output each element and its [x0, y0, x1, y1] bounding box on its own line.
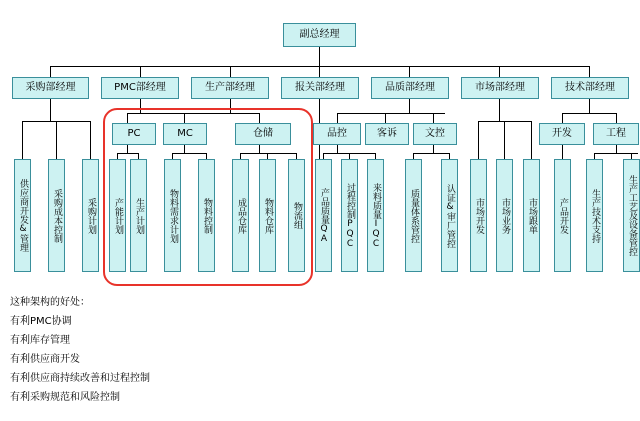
node-production-manager[interactable]: 生产部经理: [191, 77, 269, 99]
node-quality-control[interactable]: 品控: [313, 123, 361, 145]
note-item: 有利PMC协调: [10, 316, 72, 327]
node-customs-manager[interactable]: 报关部经理: [281, 77, 359, 99]
node-process-control-pqc[interactable]: 过程控制PQC: [341, 159, 358, 272]
connector: [531, 121, 532, 159]
connector: [504, 121, 505, 159]
node-technical-manager[interactable]: 技术部经理: [551, 77, 629, 99]
node-quality-manager[interactable]: 品质部经理: [371, 77, 449, 99]
connector: [140, 66, 141, 77]
node-process-equipment-control[interactable]: 生产工艺及设备管控: [623, 159, 640, 272]
node-purchasing-manager[interactable]: 采购部经理: [12, 77, 89, 99]
connector: [478, 121, 479, 159]
node-material-requirement-plan[interactable]: 物料需求计划: [164, 159, 181, 272]
node-logistics-group[interactable]: 物流组: [288, 159, 305, 272]
node-marketing-manager[interactable]: 市场部经理: [461, 77, 539, 99]
connector: [433, 145, 434, 153]
connector: [409, 99, 410, 113]
connector: [50, 66, 590, 67]
node-customer-complaint[interactable]: 客诉: [365, 123, 409, 145]
node-production-plan[interactable]: 生产计划: [130, 159, 147, 272]
node-development[interactable]: 开发: [539, 123, 585, 145]
node-material-control[interactable]: 物料控制: [198, 159, 215, 272]
pmc-highlight-box: [103, 108, 313, 286]
node-production-technical-support[interactable]: 生产技术支持: [586, 159, 603, 272]
connector: [562, 113, 616, 114]
node-quality-system-control[interactable]: 质量体系管控: [405, 159, 422, 272]
node-incoming-quality-iqc[interactable]: 来料质量IQC: [367, 159, 384, 272]
connector: [230, 66, 231, 77]
connector: [499, 66, 500, 77]
connector: [413, 153, 449, 154]
node-mc[interactable]: MC: [163, 123, 207, 145]
node-material-warehouse[interactable]: 物料仓库: [259, 159, 276, 272]
connector: [90, 121, 91, 159]
connector: [433, 113, 434, 123]
node-pc[interactable]: PC: [112, 123, 156, 145]
node-market-business[interactable]: 市场业务: [496, 159, 513, 272]
node-supplier-development-management[interactable]: 供应商开发&管理: [14, 159, 31, 272]
connector: [385, 113, 386, 123]
connector: [337, 113, 445, 114]
connector: [589, 66, 590, 77]
note-item: 有利库存管理: [10, 335, 70, 346]
node-certification-audit-control[interactable]: 认证&审厂管控: [441, 159, 458, 272]
note-item: 有利采购规范和风险控制: [10, 392, 120, 403]
connector: [22, 121, 23, 159]
connector: [319, 66, 320, 77]
notes-title: 这种架构的好处：: [10, 297, 90, 308]
connector: [499, 99, 500, 121]
connector: [56, 121, 57, 159]
node-market-development[interactable]: 市场开发: [470, 159, 487, 272]
note-item: 有利供应商开发: [10, 354, 80, 365]
node-capacity-plan[interactable]: 产能计划: [109, 159, 126, 272]
connector: [616, 145, 617, 153]
note-item: 有利供应商持续改善和过程控制: [10, 373, 150, 384]
connector: [319, 47, 320, 66]
node-purchasing-cost-control[interactable]: 采购成本控制: [48, 159, 65, 272]
node-engineering[interactable]: 工程: [593, 123, 639, 145]
connector: [337, 113, 338, 123]
node-warehouse[interactable]: 仓储: [235, 123, 291, 145]
connector: [50, 99, 51, 121]
node-vice-general-manager[interactable]: 副总经理: [283, 23, 356, 47]
benefits-notes: [10, 298, 430, 412]
connector: [589, 99, 590, 113]
node-document-control[interactable]: 文控: [413, 123, 457, 145]
node-finished-goods-warehouse[interactable]: 成品仓库: [232, 159, 249, 272]
connector: [409, 66, 410, 77]
connector: [562, 145, 563, 159]
connector: [562, 113, 563, 123]
connector: [337, 145, 338, 153]
node-product-development[interactable]: 产品开发: [554, 159, 571, 272]
connector: [50, 66, 51, 77]
node-market-order-follow[interactable]: 市场跟单: [523, 159, 540, 272]
node-product-quality-qa[interactable]: 产品质量QA: [315, 159, 332, 272]
connector: [616, 113, 617, 123]
node-pmc-manager[interactable]: PMC部经理: [101, 77, 179, 99]
node-purchasing-plan[interactable]: 采购计划: [82, 159, 99, 272]
